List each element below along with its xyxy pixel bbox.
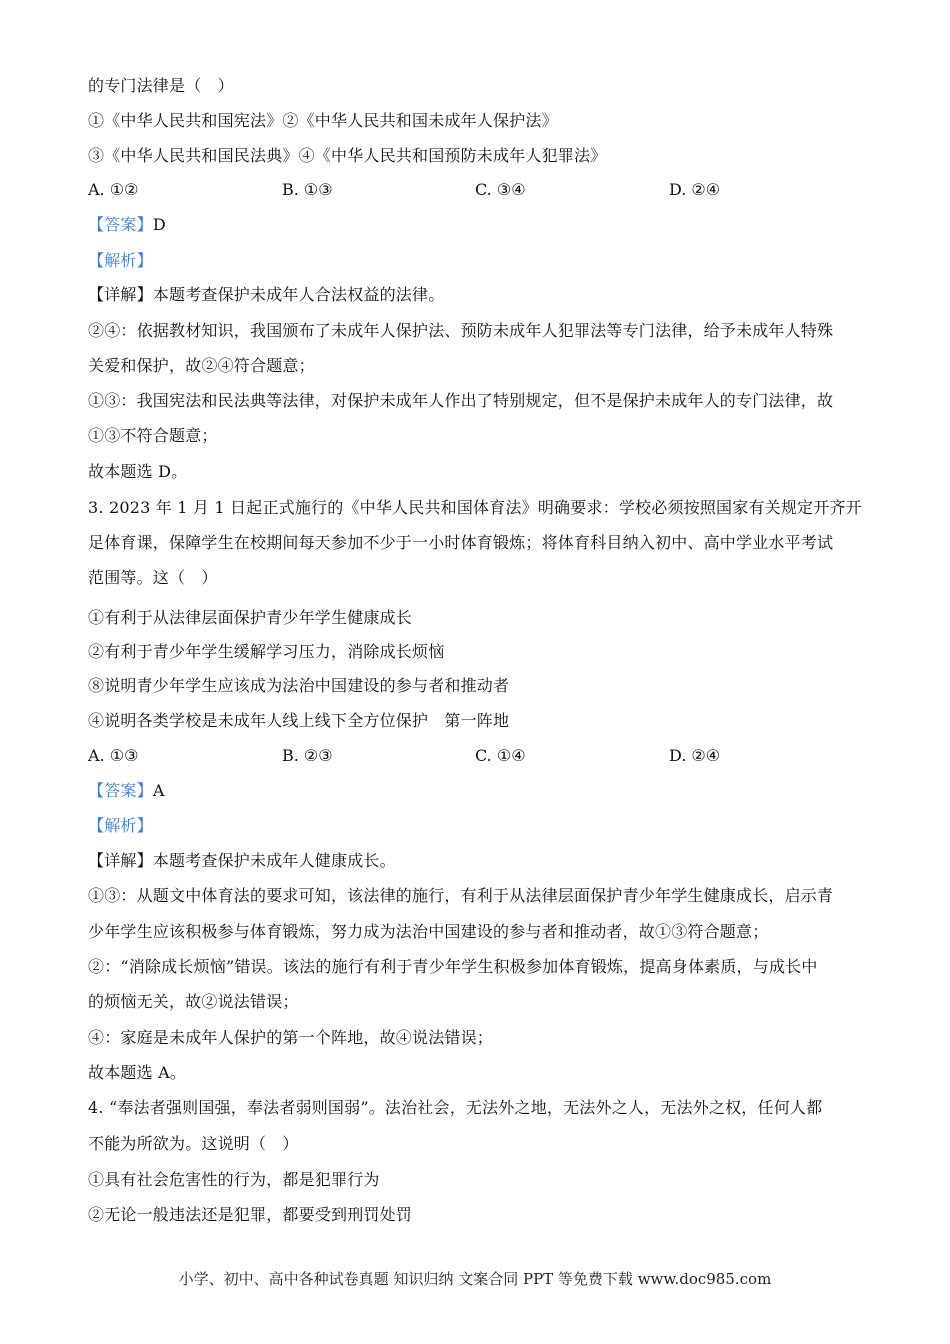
q2-answer bbox=[88, 214, 166, 236]
q2-analysis-tag: 【解析】 bbox=[88, 251, 153, 270]
q3-paragraph-3: ④：家庭是未成年人保护的第一个阵地，故④说法错误； bbox=[88, 1028, 494, 1047]
q3-option-a: A. ①③ bbox=[88, 746, 139, 765]
q3-item-4: ④说明各类学校是未成年人线上线下全方位保护 第一阵地 bbox=[88, 711, 510, 730]
answer-tag: 【答案】 bbox=[88, 781, 153, 800]
q3-analysis-tag: 【解析】 bbox=[88, 816, 153, 835]
q3-stem-1: 3. 2023 年 1 月 1 日起正式施行的《中华人民共和国体育法》明确要求：学校必须按照国家有关规定开齐开 bbox=[88, 498, 862, 517]
q3-answer bbox=[88, 780, 165, 802]
q2-option-a: A. ①② bbox=[88, 180, 139, 199]
answer-tag: 【答案】 bbox=[88, 215, 153, 234]
q3-option-c: C. ①④ bbox=[475, 746, 526, 765]
q3-stem-2: 足体育课，保障学生在校期间每天参加不少于一小时体育锻炼；将体育科目纳入初中、高中学业水平考试 bbox=[88, 533, 834, 552]
q2-paragraph-2a: ①③：我国宪法和民法典等法律，对保护未成年人作出了特别规定，但不是保护未成年人的专门法律，故 bbox=[88, 391, 834, 410]
q3-stem-3: 范围等。这（ ） bbox=[88, 568, 218, 587]
page-footer: 小学、初中、高中各种试卷真题 知识归纳 文案合同 PPT 等免费下载 www.doc985.com bbox=[178, 1270, 772, 1288]
q4-stem-2: 不能为所欲为。这说明（ ） bbox=[88, 1134, 299, 1153]
q3-item-3: ⑧说明青少年学生应该成为法治中国建设的参与者和推动者 bbox=[88, 676, 510, 695]
q4-stem-1: 4. “奉法者强则国强，奉法者弱则国弱”。法治社会，无法外之地，无法外之人，无法外之权，任何人都 bbox=[88, 1098, 823, 1117]
q3-option-d: D. ②④ bbox=[669, 746, 721, 765]
q2-paragraph-2b: ①③不符合题意； bbox=[88, 426, 218, 445]
q3-paragraph-1b: 少年学生应该积极参与体育锻炼，努力成为法治中国建设的参与者和推动者，故①③符合题意； bbox=[88, 922, 769, 941]
answer-value: D bbox=[152, 215, 166, 234]
q3-item-2: ②有利于青少年学生缓解学习压力，消除成长烦恼 bbox=[88, 642, 445, 661]
q2-paragraph-1a: ②④：依据教材知识，我国颁布了未成年人保护法、预防未成年人犯罪法等专门法律，给予未成年人特殊 bbox=[88, 321, 834, 340]
q3-detail: 【详解】本题考查保护未成年人健康成长。 bbox=[88, 851, 396, 870]
q3-paragraph-2b: 的烦恼无关，故②说法错误； bbox=[88, 992, 299, 1011]
q2-option-b: B. ①③ bbox=[282, 180, 333, 199]
answer-value: A bbox=[152, 781, 165, 800]
q2-option-c: C. ③④ bbox=[475, 180, 526, 199]
q2-conclusion: 故本题选 D。 bbox=[88, 462, 188, 481]
q2-option-d: D. ②④ bbox=[669, 180, 721, 199]
q2-detail: 【详解】本题考查保护未成年人合法权益的法律。 bbox=[88, 285, 445, 304]
q2-stem-end: 的专门法律是（ ） bbox=[88, 76, 234, 95]
q4-item-1: ①具有社会危害性的行为，都是犯罪行为 bbox=[88, 1170, 380, 1189]
q2-paragraph-1b: 关爱和保护，故②④符合题意； bbox=[88, 356, 315, 375]
q3-item-1: ①有利于从法律层面保护青少年学生健康成长 bbox=[88, 608, 413, 627]
q2-items-1-2: ①《中华人民共和国宪法》②《中华人民共和国未成年人保护法》 bbox=[88, 111, 558, 130]
q3-paragraph-1a: ①③：从题文中体育法的要求可知，该法律的施行，有利于从法律层面保护青少年学生健康成长，启示青 bbox=[88, 886, 834, 905]
q2-items-3-4: ③《中华人民共和国民法典》④《中华人民共和国预防未成年人犯罪法》 bbox=[88, 146, 607, 165]
q3-option-b: B. ②③ bbox=[282, 746, 333, 765]
q4-item-2: ②无论一般违法还是犯罪，都要受到刑罚处罚 bbox=[88, 1205, 413, 1224]
q3-conclusion: 故本题选 A。 bbox=[88, 1063, 187, 1082]
q3-paragraph-2a: ②：“消除成长烦恼”错误。该法的施行有利于青少年学生积极参加体育锻炼，提高身体素质，与成长中 bbox=[88, 957, 818, 976]
